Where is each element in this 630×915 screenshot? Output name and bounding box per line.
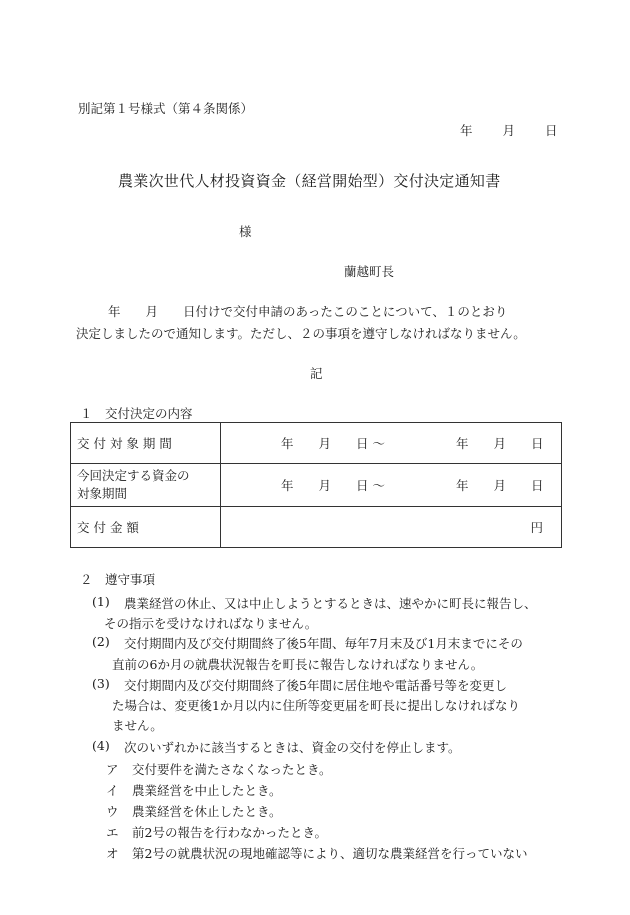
date-year-label: 年 [460, 123, 473, 138]
item-number: (2) [92, 634, 110, 649]
period-cell [221, 464, 562, 507]
row-label: 交 付 対 象 期 間 [71, 423, 221, 464]
item-number: (1) [92, 594, 110, 609]
period-from: 年 月 日 〜 [281, 478, 385, 493]
subitem-text: 農業経営を中止したとき。 [132, 783, 282, 798]
period-from: 年 月 日 〜 [281, 436, 385, 451]
amount-unit: 円 [530, 520, 543, 535]
item-text: 農業経営の休止、又は中止しようとするときは、速やかに町長に報告し、 [124, 596, 537, 611]
issue-date [460, 121, 558, 139]
item-text: た場合は、変更後1か月以内に住所等変更届を町長に提出しなければなり [112, 698, 520, 713]
row-label-line-2: 対象期間 [77, 486, 128, 501]
row-label [71, 464, 221, 507]
item-number: (4) [92, 738, 110, 753]
ki-marker: 記 [310, 366, 323, 381]
issuer-name: 蘭越町長 [344, 264, 395, 279]
item-text: 交付期間内及び交付期間終了後5年間、毎年7月末及び1月末までにその [124, 636, 523, 651]
body-line-1: 年 月 日付けで交付申請のあったこのことについて、１のとおり [108, 304, 508, 319]
subitem-mark: ア [106, 762, 119, 777]
period-cell [221, 423, 562, 464]
subitem-text: 交付要件を満たさなくなったとき。 [132, 762, 332, 777]
section-1-heading: １ 交付決定の内容 [80, 406, 193, 421]
table-row [71, 423, 562, 464]
period-to: 年 月 日 [456, 436, 544, 451]
subitem-mark: ウ [106, 804, 119, 819]
row-label-line-1: 今回決定する資金の [77, 468, 190, 483]
date-day-label: 日 [545, 123, 558, 138]
row-label: 交 付 金 額 [71, 507, 221, 548]
amount-cell [221, 507, 562, 548]
item-text: その指示を受けなければなりません。 [104, 616, 318, 631]
table-row [71, 507, 562, 548]
item-text: 直前の6か月の就農状況報告を町長に報告しなければなりません。 [112, 657, 484, 672]
recipient-honorific: 様 [239, 224, 252, 239]
item-text: 次のいずれかに該当するときは、資金の交付を停止します。 [124, 740, 461, 755]
item-text: 交付期間内及び交付期間終了後5年間に居住地や電話番号等を変更し [124, 678, 507, 693]
document-title: 農業次世代人材投資資金（経営開始型）交付決定通知書 [118, 172, 501, 190]
subitem-text: 第2号の就農状況の現地確認等により、適切な農業経営を行っていない [132, 846, 528, 861]
subitem-mark: オ [106, 846, 119, 861]
item-number: (3) [92, 676, 110, 691]
table-row [71, 464, 562, 507]
subitem-mark: イ [106, 783, 119, 798]
period-to: 年 月 日 [456, 478, 544, 493]
subitem-text: 農業経営を休止したとき。 [132, 804, 282, 819]
subitem-mark: エ [106, 825, 119, 840]
grant-decision-table [70, 422, 562, 548]
body-line-2: 決定しましたので通知します。ただし、２の事項を遵守しなければなりません。 [76, 326, 526, 341]
date-month-label: 月 [502, 123, 516, 138]
subitem-text: 前2号の報告を行わなかったとき。 [132, 825, 327, 840]
item-text: ません。 [112, 718, 163, 733]
section-2-heading: ２ 遵守事項 [80, 572, 156, 587]
form-reference: 別記第１号様式（第４条関係） [78, 101, 254, 116]
